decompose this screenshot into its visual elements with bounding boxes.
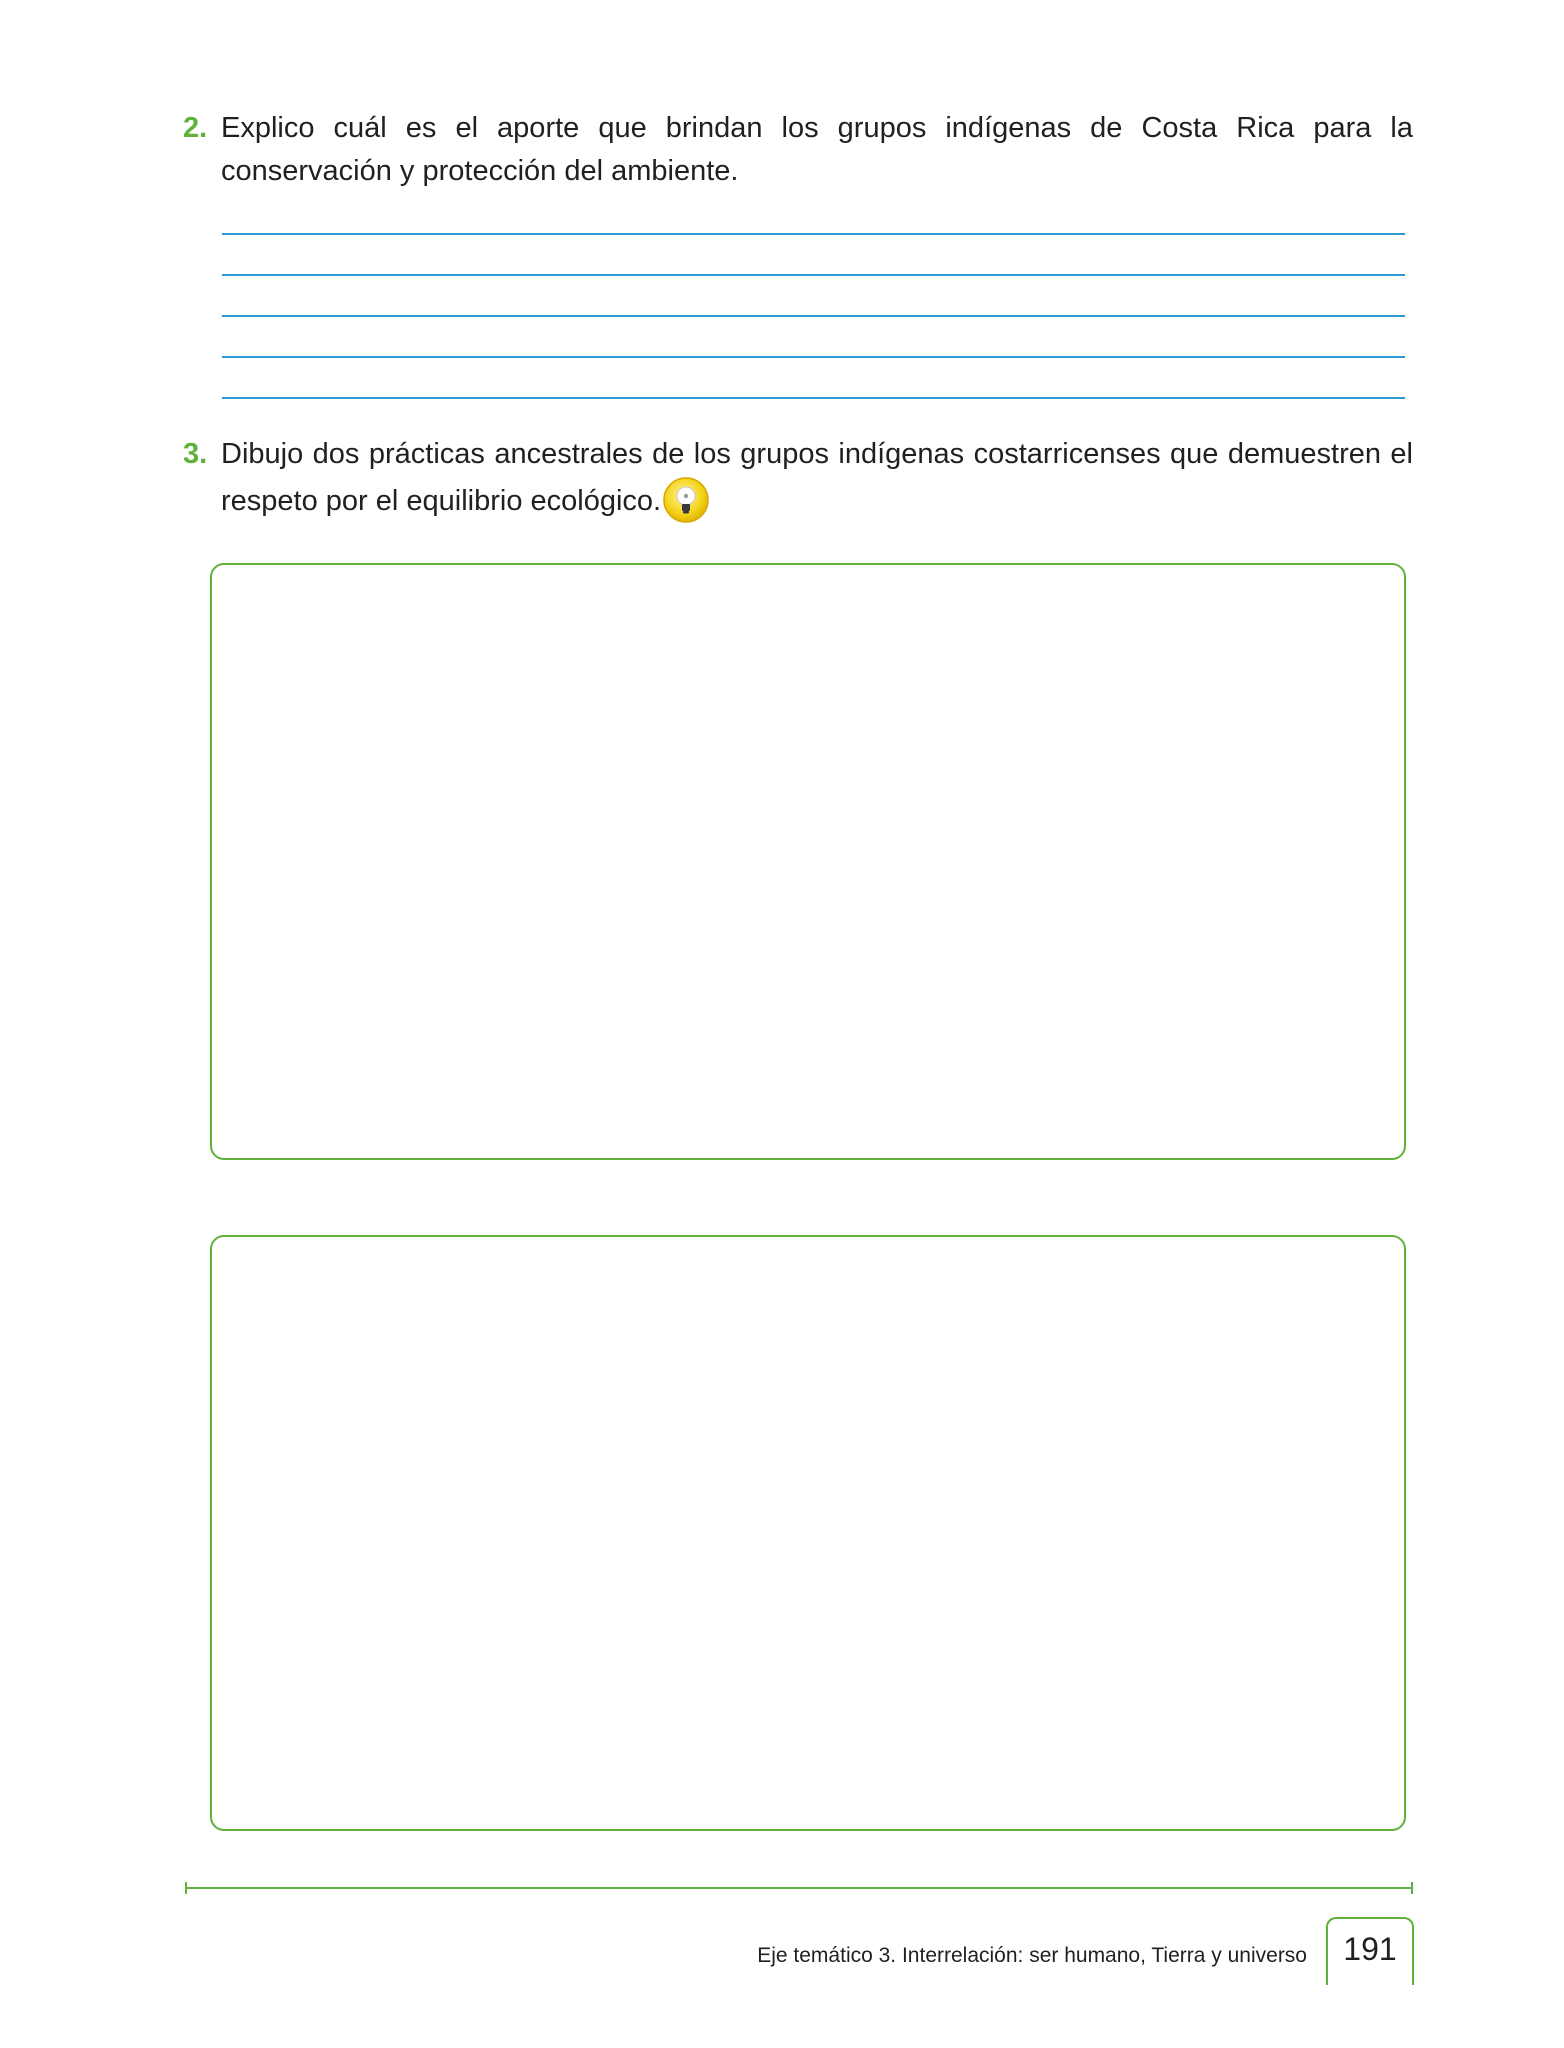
answer-line[interactable]: [222, 356, 1405, 358]
lightbulb-icon: [662, 476, 710, 524]
question-text: Dibujo dos prácticas ancestrales de los grupos indígenas costarricenses que demuestren el respeto por el equilibrio ecológico.: [221, 438, 1413, 517]
question-3: [183, 433, 1413, 524]
question-2: [183, 107, 1413, 193]
question-number: 2.: [183, 112, 208, 144]
footer-divider: [186, 1887, 1412, 1889]
question-number: 3.: [183, 438, 208, 470]
drawing-box-1[interactable]: [210, 563, 1406, 1160]
question-text-wrapper: [221, 433, 1413, 524]
question-text: Explico cuál es el aporte que brindan los grupos indígenas de Costa Rica para la conservación y protección del ambiente.: [221, 112, 1413, 187]
answer-line[interactable]: [222, 274, 1405, 276]
answer-line[interactable]: [222, 233, 1405, 235]
footer-section-title: Eje temático 3. Interrelación: ser humano, Tierra y universo: [757, 1944, 1307, 1967]
answer-line[interactable]: [222, 397, 1405, 399]
drawing-box-2[interactable]: [210, 1235, 1406, 1831]
page-number-box: [1326, 1917, 1414, 1985]
answer-line[interactable]: [222, 315, 1405, 317]
page-number: 191: [1343, 1931, 1397, 1967]
